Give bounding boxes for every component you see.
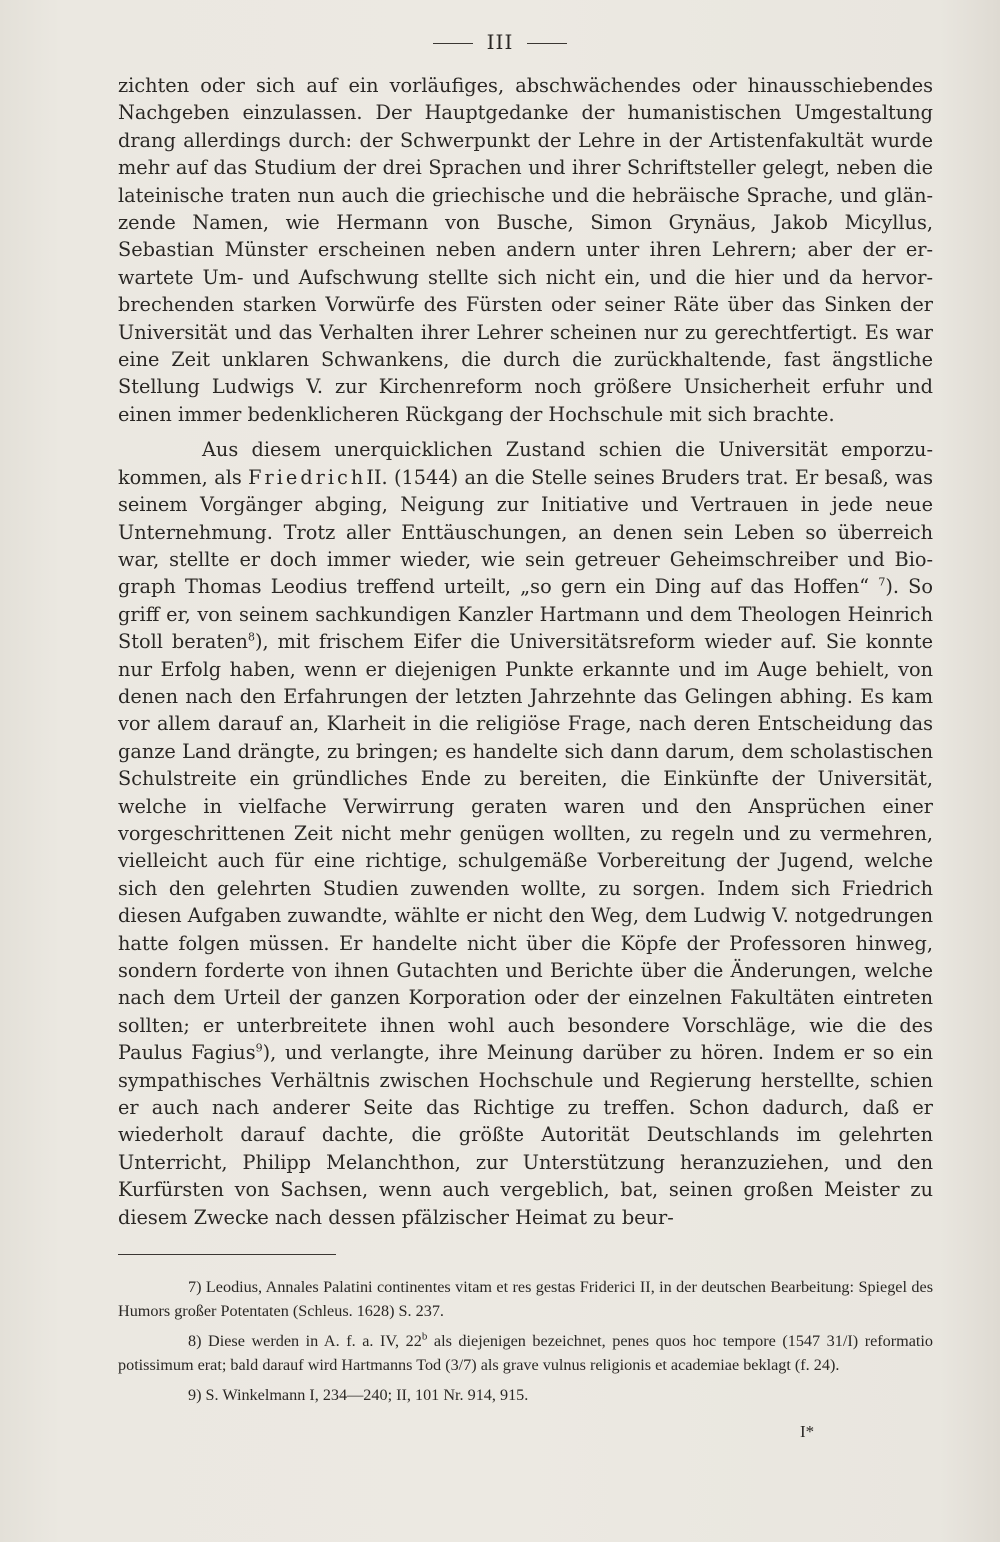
header-dash-left <box>433 43 473 44</box>
paragraph-2-part-e: ), und verlangte, ihre Meinung darüber zu hören. Indem er so ein sympathisches Verhältnis zwischen Hochschule und Regierung herstellte, schien er auch nach anderer Seite das Richtige zu treffen. Schon dadurch, daß er wiederholt darauf dachte, die größte Autorität Deutschlands im gelehrten Unterricht, Philipp Melanchthon, zur Unterstützung heranzuziehen, und den Kurfürsten von Sachsen, wenn auch vergeblich, bat, seinen großen Meister zu diesem Zwecke nach dessen pfälzischer Heimat zu beur- <box>118 1041 934 1229</box>
footnote-8-superscript: b <box>421 1330 428 1343</box>
footnote-9: 9) S. Winkelmann I, 234—240; II, 101 Nr. 914, 915. <box>188 1386 529 1404</box>
footnote-ref-7: 7 <box>878 575 886 589</box>
spaced-name-friedrich: Friedrich <box>248 465 367 489</box>
paragraph-2-part-a: Aus diesem unerquicklichen Zustand schien die Universität emporzukommen, als <box>118 438 933 489</box>
footnote-ref-9: 9 <box>255 1041 263 1055</box>
page-number: III <box>486 30 514 54</box>
running-head <box>0 30 1000 54</box>
paragraph-1: zichten oder sich auf ein vorläufiges, abschwächendes oder hinausschiebendes Nachgeben einzulassen. Der Hauptgedanke der humanistischen Umgestaltung drang allerdings durch: der Schwerpunkt der Lehre in der Artistenfakultät wurde mehr auf das Studium der drei Sprachen und ihrer Schriftsteller gelegt, neben die lateinische traten nun auch die griechische und die hebräische Sprache, und glänzende Namen, wie Hermann von Busche, Simon Grynäus, Jakob Micyllus, Sebastian Münster erscheinen neben andern unter ihren Lehrern; aber der erwartete Um- und Aufschwung stellte sich nicht ein, und die hier und da hervorbrechenden starken Vorwürfe des Fürsten oder seiner Räte über das Sinken der Universität und das Verhalten ihrer Lehrer scheinen nur zu gerechtfertigt. Es war eine Zeit unklaren Schwankens, die durch die zurückhaltende, fast ängstliche Stellung Ludwigs V. zur Kirchenreform noch größere Unsicherheit erfuhr und einen immer bedenklicheren Rückgang der Hochschule mit sich brachte. <box>118 74 933 426</box>
paragraph-2-part-b: II. (1544) an die Stelle seines Bruders trat. Er besaß, was seinem Vorgänger abging, Neigung zur Initiative und Vertrauen in jede neue Unternehmung. Trotz aller Enttäuschungen, an denen sein Leben so überreich war, stellte er doch immer wieder, wie sein getreuer Geheimschreiber und Biograph Thomas Leodius treffend urteilt, „so gern ein Ding auf das Hoffen“ <box>118 465 933 599</box>
footnote-8-part-b: als diejenigen bezeichnet, penes quos hoc tempore (1547 31/I) reformatio potissimum erat; bald darauf wird Hartmanns Tod (3/7) als grave vulnus religionis et academiae beklagt (f. 24). <box>118 1332 934 1374</box>
footnotes <box>118 1276 933 1415</box>
paragraph-2-part-d: ), mit frischem Eifer die Universitätsreform wieder auf. Sie konnte nur Erfolg haben, wenn er diejenigen Punkte erkannte und im Auge behielt, von denen nach den Erfahrungen der letzten Jahrzehnte das Gelingen abhing. Es kam vor allem darauf an, Klarheit in die religiöse Frage, nach deren Entscheidung das ganze Land drängte, zu bringen; es handelte sich dann darum, dem scholastischen Schulstreite ein gründliches Ende zu bereiten, die Einkünfte der Universität, welche in vielfache Verwirrung geraten waren und den Ansprüchen einer vorgeschrittenen Zeit nicht mehr genügen wollten, zu regeln und zu vermehren, vielleicht auch für eine richtige, schulgemäße Vorbereitung der Jugend, welche sich den gelehrten Studien zuwenden wollte, zu sorgen. Indem sich Friedrich diesen Aufgaben zuwandte, wählte er nicht den Weg, dem Ludwig V. notgedrungen hatte folgen müssen. Er handelte nicht über die Köpfe der Professoren hinweg, sondern forderte von ihnen Gutachten und Berichte über die Änderungen, welche nach dem Urteil der ganzen Korporation oder der einzelnen Fakultäten eintreten sollten; er unterbreitete ihnen wohl auch besondere Vorschläge, wie die des Paulus Fagius <box>118 630 933 1065</box>
footnote-8-part-a: 8) Diese werden in A. f. a. IV, 22 <box>188 1332 422 1350</box>
footnote-ref-8: 8 <box>247 630 255 644</box>
printer-signature: I* <box>800 1422 815 1441</box>
footnote-8 <box>118 1330 933 1377</box>
body-text <box>118 72 933 1231</box>
paragraph-2-part-c: ). So griff er, von seinem sachkundigen Kanzler Hartmann und dem Theologen Heinrich Stoll beraten <box>118 575 933 654</box>
paragraph-2 <box>118 436 933 1231</box>
footnote-7: 7) Leodius, Annales Palatini continentes vitam et res gestas Friderici II, in der deutschen Bearbeitung: Spiegel des Humors großer Potentaten (Schleus. 1628) S. 237. <box>118 1278 933 1320</box>
header-dash-right <box>527 43 567 44</box>
footnote-separator <box>118 1254 336 1255</box>
